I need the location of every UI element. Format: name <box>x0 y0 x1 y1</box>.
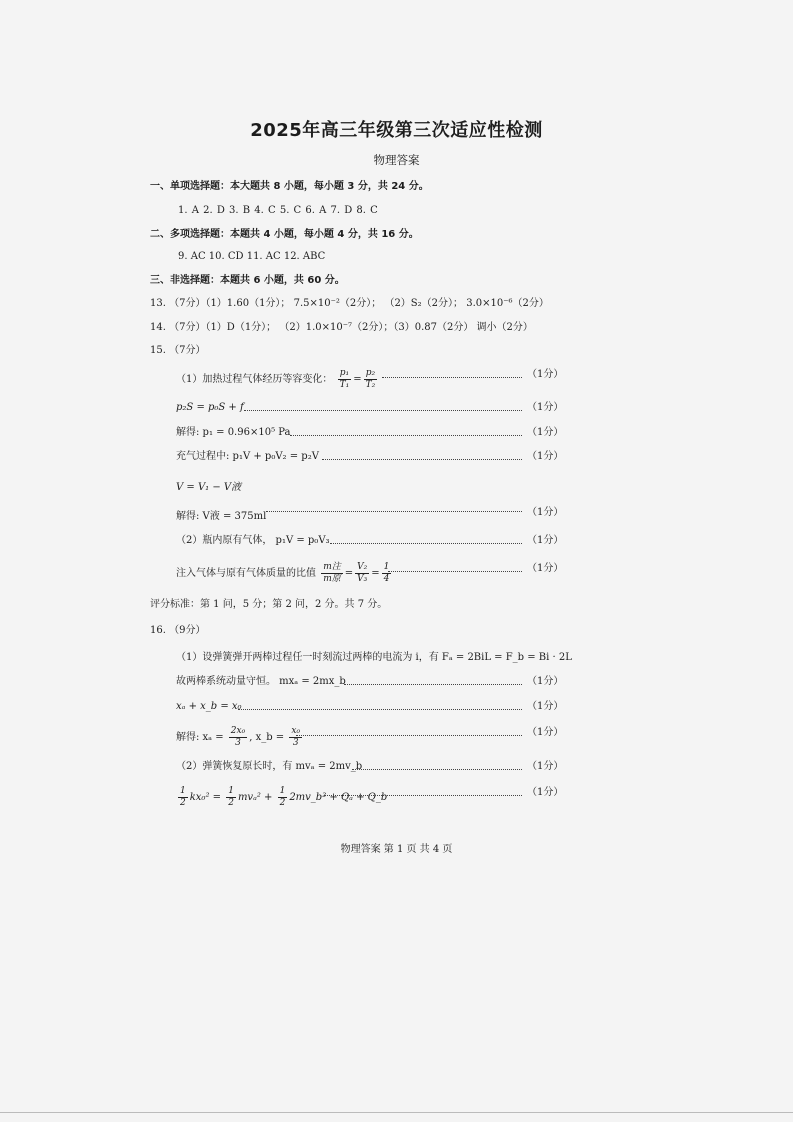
q15-line-8: 注入气体与原有气体质量的比值 $\frac{\text{m注}}{\text{m原}}$ = $\frac{\text{V₂}}{\text{V₃}}$ = $\frac{1}{4}$ （1分） <box>176 562 564 584</box>
q16-line-6 <box>0 786 793 808</box>
section-1-heading: 一、单项选择题：本大题共 8 小题，每小题 3 分，共 24 分。 <box>150 181 429 192</box>
score-label: （1分） <box>527 563 564 574</box>
q16-line-6-b: mvₐ² + <box>237 792 273 803</box>
fraction: $\frac{\text{p₁}}{\text{T₁}}$ <box>339 368 350 390</box>
q16-line-4-mid: , x_b = <box>249 732 285 743</box>
fraction: $\frac{\text{p₂}}{\text{T₂}}$ <box>365 368 376 390</box>
score-label: （1分） <box>527 676 564 687</box>
equation: （2）弹簧恢复原长时，有 mvₐ = 2mv_b <box>176 761 363 772</box>
section-2-heading: 二、多项选择题：本题共 4 小题，每小题 4 分，共 16 分。 <box>150 229 419 240</box>
page-title: 2025年高三年级第三次适应性检测 <box>250 120 543 141</box>
section-1-answers: 1. A 2. D 3. B 4. C 5. C 6. A 7. D 8. C <box>178 205 378 216</box>
dotted-leader <box>322 459 522 460</box>
q16-heading: 16. （9分） <box>150 625 206 636</box>
q14-answer: 14. （7分）（1）D（1分）； （2）1.0×10⁻⁷（2分）；（3）0.87（2分） 调小（2分） <box>150 322 533 333</box>
score-label: （1分） <box>527 402 564 413</box>
equation: p₂S = p₀S + f <box>176 402 244 413</box>
q16-line-3 <box>0 700 793 716</box>
section-2-answers: 9. AC 10. CD 11. AC 12. ABC <box>178 251 326 262</box>
q15-line-2 <box>0 401 793 417</box>
dotted-leader <box>244 410 522 411</box>
equation: （2）瓶内原有气体， p₁V = p₀V₃ <box>176 535 330 546</box>
fraction: $\frac{\text{V₂}}{\text{V₃}}$ <box>357 562 368 584</box>
dotted-leader <box>382 377 522 378</box>
score-label: （1分） <box>527 787 564 798</box>
q15-scoring-criteria: 评分标准：第 1 问，5 分；第 2 问，2 分。共 7 分。 <box>150 599 388 610</box>
fraction: $\frac{\text{x₀}}{3}$ <box>291 726 301 748</box>
score-label: （1分） <box>527 761 564 772</box>
equation: 充气过程中: p₁V + p₀V₂ = p₂V <box>176 451 319 462</box>
q15-line-7 <box>0 534 793 550</box>
score-label: （1分） <box>527 727 564 738</box>
dotted-leader <box>290 435 522 436</box>
score-label: （1分） <box>527 535 564 546</box>
fraction: $\frac{\text{m注}}{\text{m原}}$ <box>323 562 341 584</box>
page-subtitle: 物理答案 <box>373 153 420 167</box>
q15-line-8-text: 注入气体与原有气体质量的比值 <box>176 568 316 579</box>
dotted-leader <box>266 511 522 512</box>
q13-answer: 13. （7分）（1）1.60（1分）； 7.5×10⁻²（2分）； （2）S₂（2分）； 3.0×10⁻⁶（2分） <box>150 298 549 309</box>
q15-line-1: （1）加热过程气体经历等容变化： $\frac{\text{p₁}}{\text{T₁}}$ = $\frac{\text{p₂}}{\text{T₂}}$ （1分） <box>176 368 564 390</box>
q16-line-2 <box>0 675 793 691</box>
page-footer: 物理答案 第 1 页 共 4 页 <box>340 844 453 855</box>
section-3-heading: 三、非选择题：本题共 6 小题，共 60 分。 <box>150 275 345 286</box>
q15-line-3 <box>0 426 793 442</box>
score-label: （1分） <box>527 369 564 380</box>
q15-line-1-text: （1）加热过程气体经历等容变化： <box>176 374 333 385</box>
dotted-leader <box>352 769 522 770</box>
dotted-leader <box>324 795 522 796</box>
score-label: （1分） <box>527 427 564 438</box>
q16-line-4 <box>0 726 793 748</box>
equation: 故两棒系统动量守恒。 mxₐ = 2mx_b <box>176 676 346 687</box>
q15-heading: 15. （7分） <box>150 345 206 356</box>
bottom-rule <box>0 1112 793 1113</box>
dotted-leader <box>238 709 522 710</box>
score-label: （1分） <box>527 701 564 712</box>
equation: xₐ + x_b = x₀ <box>176 701 242 712</box>
fraction: $\frac{1}{2}$ <box>228 786 234 808</box>
q15-line-4 <box>0 450 793 466</box>
fraction: $\frac{1}{2}$ <box>279 786 286 808</box>
q16-line-4-pre: 解得: xₐ = <box>176 732 224 743</box>
q16-line-6-c: 2mv_b² + Qₐ + Q_b <box>289 792 388 803</box>
dotted-leader <box>296 735 522 736</box>
score-label: （1分） <box>527 451 564 462</box>
q16-line-5 <box>0 760 793 776</box>
equation: 解得: p₁ = 0.96×10⁵ Pa <box>176 427 291 438</box>
fraction: $\frac{1}{4}$ <box>383 562 390 584</box>
equation: 解得: V液 = 375ml <box>176 511 267 522</box>
q16-line-6-a: kx₀² = <box>189 792 222 803</box>
fraction: $\frac{\text{2x₀}}{3}$ <box>230 726 246 748</box>
dotted-leader <box>388 571 522 572</box>
dotted-leader <box>330 543 522 544</box>
q15-line-6 <box>0 506 793 522</box>
q16-line-1: （1）设弹簧弹开两棒过程任一时刻流过两棒的电流为 i，有 Fₐ = 2BiL = F_b = Bi · 2L <box>176 652 572 663</box>
score-label: （1分） <box>527 507 564 518</box>
dotted-leader <box>344 684 522 685</box>
fraction: $\frac{1}{2}$ <box>180 786 186 808</box>
q15-line-5: V = V₁ − V液 <box>176 482 242 493</box>
